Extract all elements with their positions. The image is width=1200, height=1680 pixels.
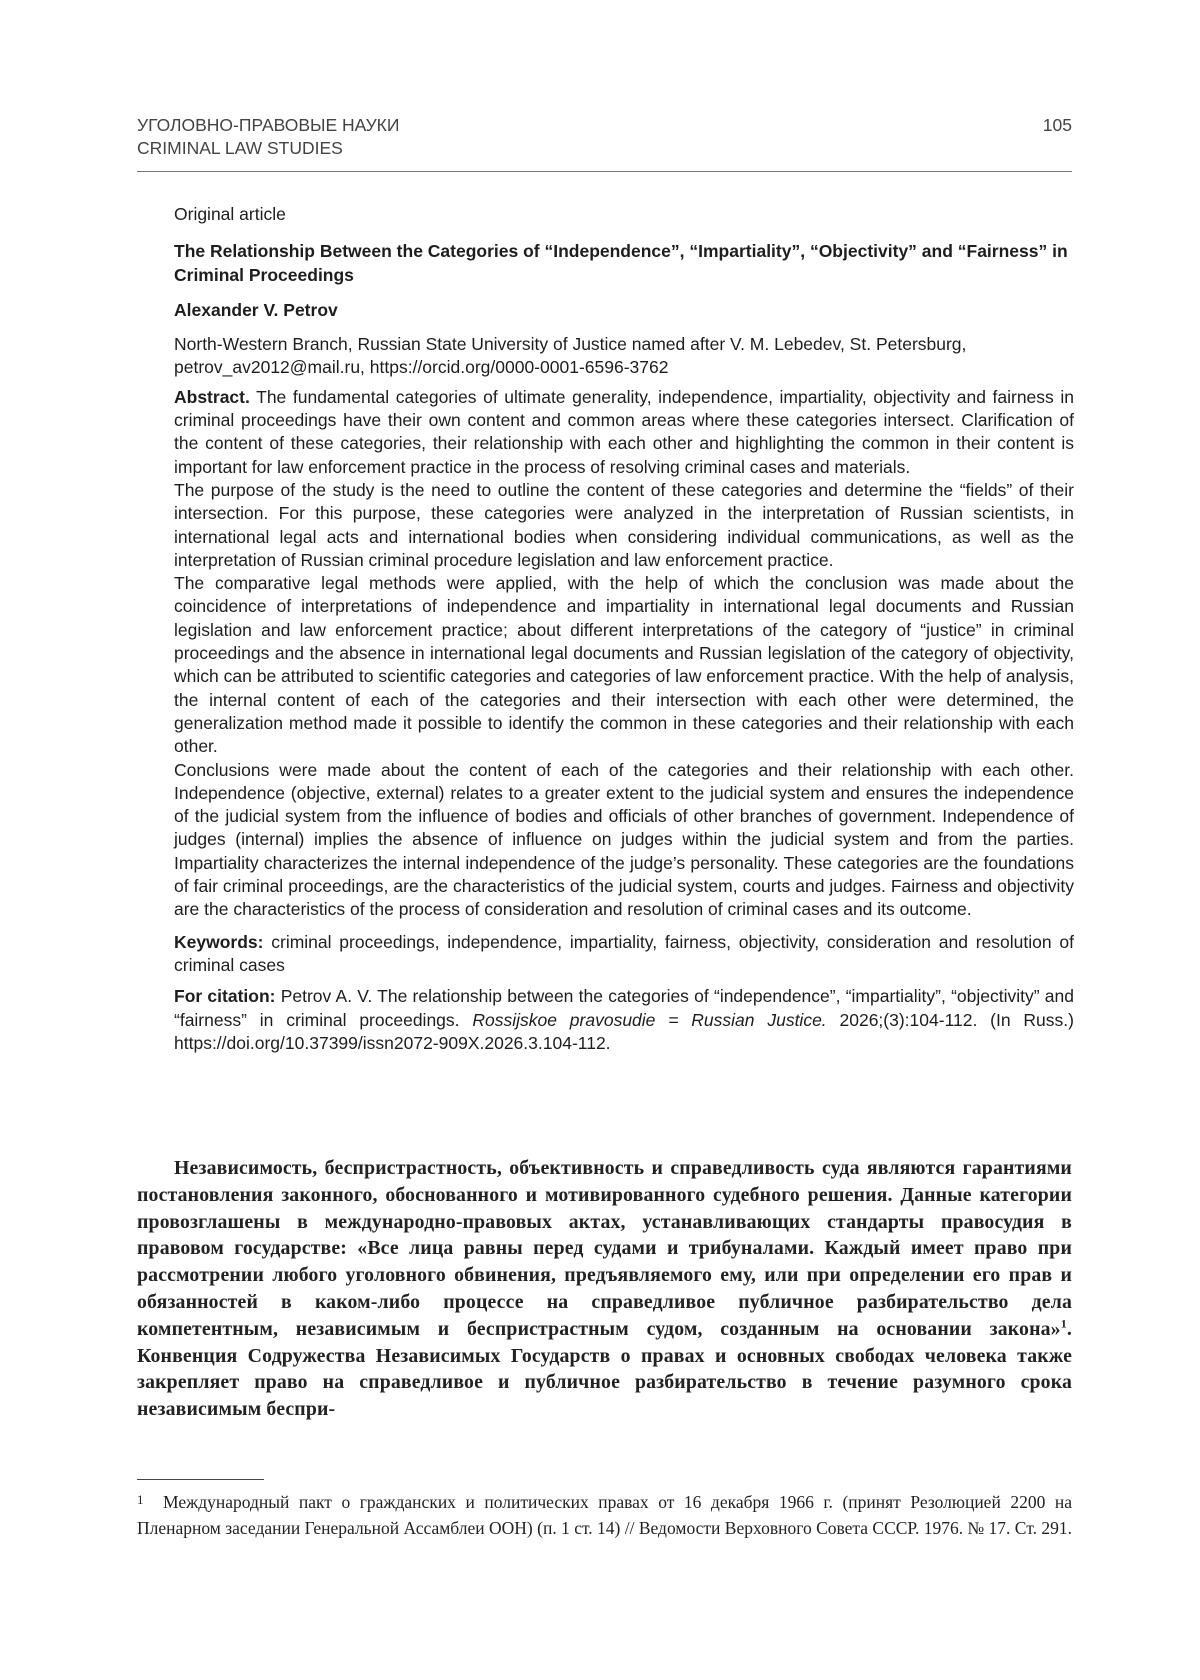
- abstract-paragraph: The comparative legal methods were applied, with the help of which the conclusion was made about the coincidence of interpretations of independence and impartiality in international legal documents and Russian legislation and law enforcement practice; about different interpretations of the category of “justice” in criminal proceedings and the absence in international legal documents and Russian legislation of the category of objectivity, which can be attributed to scientific categories and categories of law enforcement practice. With the help of analysis, the internal content of each of the categories and their intersection with each other were determined, the generalization method made it possible to identify the common in these categories and their relationship with each other.: [174, 573, 1074, 757]
- footnote-reference[interactable]: 1: [1060, 1316, 1067, 1331]
- footnote-text: Международный пакт о гражданских и политических правах от 16 декабря 1966 г. (принят Резолюцией 2200 на Пленарном заседании Генеральной Ассамблеи ООН) (п. 1 ст. 14) // Ведомости Верховного Совета СССР. 1976. № 17. Ст. 291.: [137, 1492, 1072, 1538]
- abstract-label: Abstract.: [174, 386, 250, 407]
- citation-text: Petrov A. V. The relationship between the categories of “independence”, “impartiality”, “objectivity” and “fairness” in criminal proceedings.: [174, 986, 1074, 1030]
- article-type: Original article: [174, 204, 286, 224]
- citation-details: 2026;(3):104-112. (In Russ.) https://doi.org/10.37399/issn2072-909X.2026.3.104-112.: [174, 1009, 1074, 1053]
- footnote: [137, 1487, 1072, 1541]
- page-number: 105: [1042, 115, 1072, 135]
- keywords: [174, 931, 1074, 978]
- footnote-number: 1: [137, 1492, 144, 1507]
- keywords-label: Keywords:: [174, 931, 264, 952]
- header-divider: [137, 171, 1072, 172]
- abstract-paragraph: [174, 386, 1074, 479]
- citation-journal: Rossijskoe pravosudie = Russian Justice.: [472, 1009, 827, 1030]
- citation: [174, 985, 1074, 1055]
- abstract-text: The fundamental categories of ultimate generality, independence, impartiality, objectivity and fairness in criminal proceedings have their own content and common areas where these categories intersect. Clarification of the content of these categories, their relationship with each other and highlighting the common in their content is important for law enforcement practice in the process of resolving criminal cases and materials.: [174, 386, 1074, 477]
- author-name: Alexander V. Petrov: [174, 299, 338, 320]
- section-title-en: CRIMINAL LAW STUDIES: [137, 138, 343, 158]
- running-head: [137, 114, 1072, 160]
- abstract-paragraph: Conclusions were made about the content of each of the categories and their relationship with each other. Independence (objective, external) relates to a greater extent to the judicial system and ensures the independence of the judicial system from the influence of bodies and officials of other branches of government. Independence of judges (internal) implies the absence of influence on judges within the judicial system and from the parties. Impartiality characterizes the internal independence of the judge’s personality. These categories are the foundations of fair criminal proceedings, are the characteristics of the judicial system, courts and judges. Fairness and objectivity are the characteristics of the process of consideration and resolution of criminal cases and its outcome.: [174, 759, 1074, 920]
- citation-label: For citation:: [174, 986, 276, 1007]
- keywords-text: criminal proceedings, independence, impartiality, fairness, objectivity, consideration and resolution of criminal cases: [174, 931, 1074, 975]
- footnote-divider: [137, 1479, 264, 1480]
- body-text-part: . Конвенция Содружества Независимых Государств о правах и основных свободах человека также закрепляет право на справедливое и публичное разбирательство в течение разумного срока независимым беспри-: [137, 1317, 1072, 1421]
- article-title: The Relationship Between the Categories of “Independence”, “Impartiality”, “Objectivity” and “Fairness” in Criminal Proceedings: [174, 241, 1068, 285]
- body-text-part: Независимость, беспристрастность, объективность и справедливость суда являются гарантиями постановления законного, обоснованного и мотивированного судебного решения. Данные категории провозглашены в международно-правовых актах, устанавливающих стандарты правосудия в правовом государстве: «Все лица равны перед судами и трибуналами. Каждый имеет право при рассмотрении любого уголовного обвинения, предъявляемого ему, или при определении его прав и обязанностей в каком-либо процессе на справедливое публичное разбирательство дела компетентным, независимым и беспристрастным судом, созданным на основании закона»: [137, 1157, 1072, 1340]
- author-affiliation: North-Western Branch, Russian State University of Justice named after V. M. Lebedev, St. Petersburg, petrov_av2012@mail.ru, https://orcid.org/0000-0001-6596-3762: [174, 334, 967, 378]
- section-title-ru: УГОЛОВНО-ПРАВОВЫЕ НАУКИ: [137, 115, 400, 135]
- abstract-paragraph: The purpose of the study is the need to outline the content of these categories and determine the “fields” of their intersection. For this purpose, these categories were analyzed in the interpretation of Russian scientists, in international legal acts and international bodies when considering individual communications, as well as the interpretation of Russian criminal procedure legislation and law enforcement practice.: [174, 479, 1074, 570]
- abstract: [174, 386, 1074, 922]
- article-front-matter: [174, 203, 1074, 1055]
- body-paragraph: [137, 1155, 1072, 1423]
